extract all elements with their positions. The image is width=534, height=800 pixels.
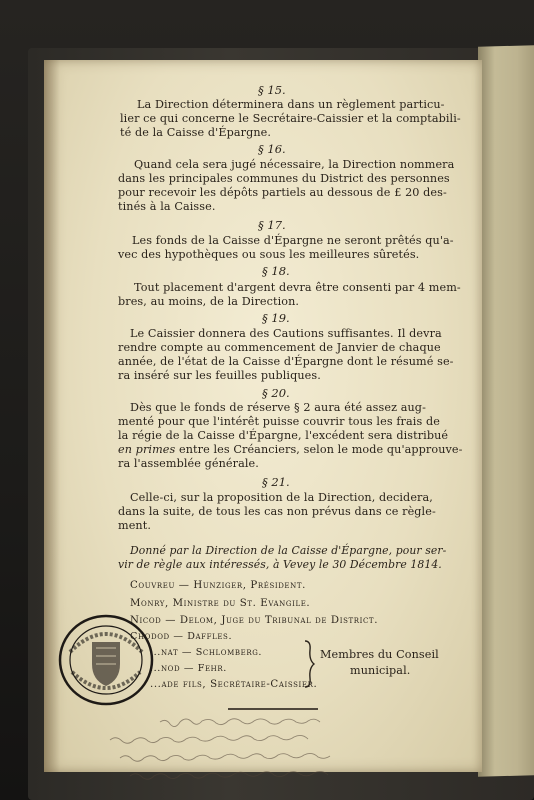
section-16-heading: § 16. [258,142,286,156]
text-line: Le Caissier donnera des Cautions suffisantes. Il devra [130,327,442,340]
signatory: ...nat — Schlomberg. [150,647,263,658]
text-line: dans les principales communes du District des personnes [118,172,450,185]
given-line: Donné par la Direction de la Caisse d'Épargne, pour ser- [130,544,447,557]
text-line [118,443,463,456]
text-line: pour recevoir les dépôts partiels au dessous de £ 20 des- [118,186,447,199]
text-line: rendre compte au commencement de Janvier de chaque [118,341,441,354]
text-line: té de la Caisse d'Épargne. [120,126,272,139]
text-line: bres, au moins, de la Direction. [118,295,300,308]
emphasis-text: en primes [118,443,176,456]
section-19-heading: § 19. [262,311,290,325]
text-line: Tout placement d'argent devra être consenti par 4 mem- [134,281,461,294]
text-span: entre les Créanciers, selon le mode qu'approuve- [175,443,463,456]
text-line: tinés à la Caisse. [118,200,216,213]
section-21-heading: § 21. [262,475,290,489]
section-17-heading: § 17. [258,218,286,232]
council-label: Membres du Conseil [320,648,439,661]
signatory: Couvreu — Hunziger, Président. [130,580,306,591]
signatory: Nicod — Delom, Juge du Tribunal de District. [130,615,379,626]
council-label: municipal. [350,664,411,677]
signatory: Chodod — Daffles. [130,631,233,642]
curly-brace-icon [302,640,316,688]
text-line: la régie de la Caisse d'Épargne, l'excédent sera distribué [118,429,449,442]
text-line: vec des hypothèques ou sous les meilleures sûretés. [118,248,420,261]
library-stamp-icon [56,612,156,708]
section-18-heading: § 18. [262,264,290,278]
text-line: lier ce qui concerne le Secrétaire-Caissier et la comptabili- [120,112,461,125]
text-line: La Direction déterminera dans un règlement particu- [137,98,445,111]
given-line: vir de règle aux intéressés, à Vevey le 30 Décembre 1814. [118,558,442,571]
text-line: Dès que le fonds de réserve § 2 aura été assez aug- [130,401,426,414]
text-line: menté pour que l'intérêt puisse couvrir tous les frais de [118,415,440,428]
text-line: année, de l'état de la Caisse d'Épargne dont le résumé se- [118,355,454,368]
text-line: Celle-ci, sur la proposition de la Direction, decidera, [130,491,433,504]
signatory: ...nod — Fehr. [150,663,227,674]
separator-rule [228,708,318,710]
text-line: Les fonds de la Caisse d'Épargne ne seront prêtés qu'a- [132,234,454,247]
section-15-heading: § 15. [258,83,286,97]
text-line: ment. [118,519,151,532]
text-line: Quand cela sera jugé nécessaire, la Direction nommera [134,158,455,171]
signatory: ...ade fils, Secrétaire-Caissier. [150,679,318,690]
text-line: ra inséré sur les feuilles publiques. [118,369,321,382]
signatory: Monry, Ministre du St. Evangile. [130,598,311,609]
text-line: dans la suite, de tous les cas non prévus dans ce règle- [118,505,436,518]
text-line: ra l'assemblée générale. [118,457,259,470]
section-20-heading: § 20. [262,386,290,400]
handwritten-note [100,716,460,786]
